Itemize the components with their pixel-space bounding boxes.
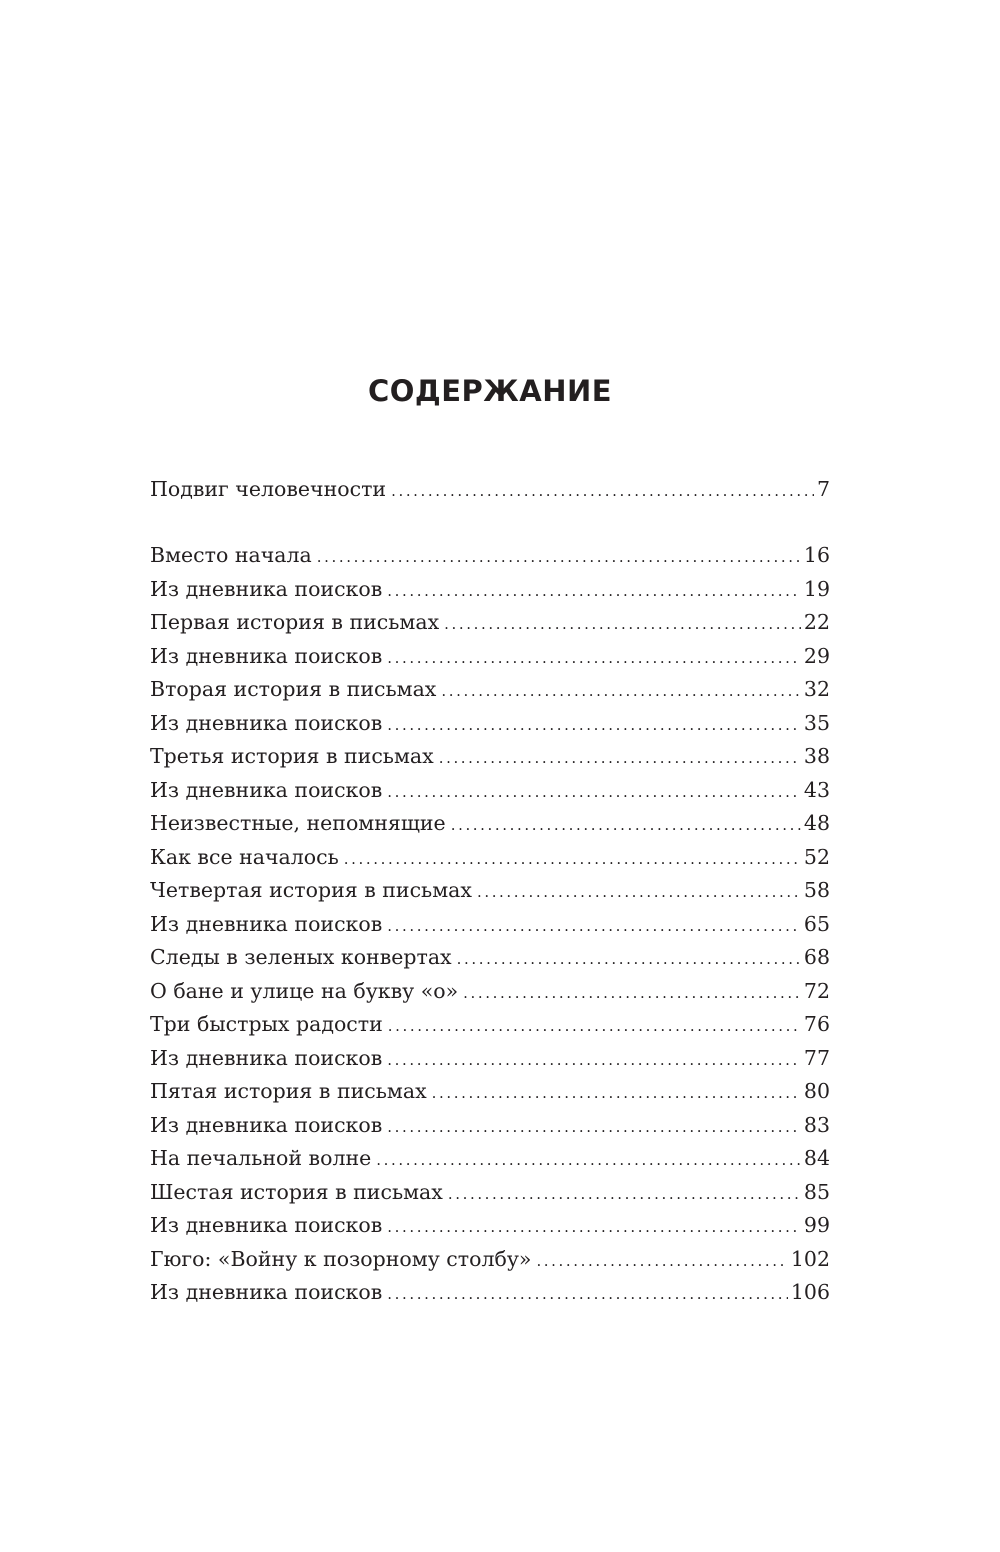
toc-entry-label: Из дневника поисков — [150, 1280, 383, 1304]
dot-leader — [387, 1111, 801, 1145]
dot-leader — [439, 742, 801, 776]
toc-entry-label: Четвертая история в письмах — [150, 878, 472, 902]
toc-entry — [150, 473, 830, 507]
toc-entry-label: Вторая история в письмах — [150, 677, 437, 701]
toc-entry — [150, 1142, 830, 1176]
dot-leader — [376, 1144, 801, 1178]
dot-leader — [432, 1077, 801, 1111]
toc-entry-page-number: 85 — [803, 1179, 830, 1204]
toc-entry-page-number: 48 — [803, 811, 830, 835]
toc-entry — [150, 606, 830, 640]
toc-entry-label: Из дневника поисков — [150, 911, 383, 936]
toc-entry — [150, 841, 830, 875]
toc-entry-page-number: 22 — [803, 610, 830, 634]
toc-entry-page-number: 76 — [803, 1012, 830, 1036]
toc-entry-label: Вместо начала — [150, 543, 312, 567]
toc-entry-label: Следы в зеленых конвертах — [150, 945, 452, 969]
toc-entry-label: Шестая история в письмах — [150, 1179, 443, 1204]
toc-entry-label: Из дневника поисков — [150, 777, 383, 802]
toc-entry — [150, 1243, 830, 1277]
toc-entry-page-number: 38 — [803, 744, 830, 768]
toc-entry — [150, 908, 830, 942]
toc-entry-page-number: 58 — [803, 878, 830, 902]
toc-entry — [150, 874, 830, 908]
toc-entry — [150, 539, 830, 573]
toc-entry-label: Подвиг человечности — [150, 477, 387, 501]
dot-leader — [344, 843, 801, 877]
toc-entry-page-number: 68 — [803, 945, 830, 969]
dot-leader — [387, 642, 801, 676]
dot-leader — [457, 943, 801, 977]
toc-entry-page-number: 84 — [803, 1146, 830, 1170]
toc-entry-page-number: 83 — [803, 1112, 830, 1137]
toc-entry-label: Первая история в письмах — [150, 610, 440, 634]
dot-leader — [387, 776, 801, 810]
toc-entry-page-number: 29 — [803, 643, 830, 668]
toc-entry-page-number: 72 — [803, 978, 830, 1003]
toc-entry — [150, 1176, 830, 1210]
toc-entry-label: На печальной волне — [150, 1146, 372, 1170]
dot-leader — [387, 910, 801, 944]
toc-entry-label: Из дневника поисков — [150, 1112, 383, 1137]
toc-entry-page-number: 80 — [803, 1079, 830, 1103]
toc-entry — [150, 573, 830, 607]
toc-entry — [150, 807, 830, 841]
dot-leader — [388, 1010, 801, 1044]
toc-entry — [150, 1042, 830, 1076]
dot-leader — [444, 608, 801, 642]
dot-leader — [387, 709, 801, 743]
dot-leader — [536, 1245, 787, 1279]
toc-entry — [150, 941, 830, 975]
toc-entry — [150, 975, 830, 1009]
dot-leader — [463, 977, 801, 1011]
toc-entry — [150, 640, 830, 674]
toc-entry-label: О бане и улице на букву «о» — [150, 978, 459, 1003]
toc-entry-label: Пятая история в письмах — [150, 1079, 427, 1103]
toc-entry-label: Из дневника поисков — [150, 1213, 383, 1237]
toc-entry — [150, 1109, 830, 1143]
dot-leader — [387, 1211, 801, 1245]
dot-leader — [477, 876, 801, 910]
dot-leader — [451, 809, 801, 843]
toc-entry-page-number: 102 — [790, 1246, 830, 1271]
toc-entry — [150, 1008, 830, 1042]
toc-entry-page-number: 106 — [790, 1280, 830, 1304]
dot-leader — [387, 575, 801, 609]
toc-entry — [150, 673, 830, 707]
toc-entry-page-number: 19 — [803, 576, 830, 601]
toc-entry-label: Гюго: «Войну к позорному столбу» — [150, 1246, 532, 1271]
dot-leader — [441, 675, 801, 709]
page-title: СОДЕРЖАНИЕ — [367, 374, 613, 408]
toc-entry-page-number: 16 — [803, 543, 830, 567]
toc-entry-page-number: 35 — [803, 710, 830, 735]
toc-entry-page-number: 7 — [816, 477, 830, 501]
toc-entry-page-number: 32 — [803, 677, 830, 701]
toc-entry — [150, 774, 830, 808]
toc-entry-label: Из дневника поисков — [150, 576, 383, 601]
toc-entry-label: Неизвестные, непомнящие — [150, 811, 446, 835]
toc-entry-label: Третья история в письмах — [150, 744, 434, 768]
toc-entry-page-number: 52 — [803, 844, 830, 869]
toc-entry-page-number: 65 — [803, 911, 830, 936]
dot-leader — [387, 1044, 801, 1078]
dot-leader — [317, 541, 801, 575]
toc-entry — [150, 1209, 830, 1243]
toc-entry-page-number: 77 — [803, 1045, 830, 1070]
toc-entry-label: Из дневника поисков — [150, 710, 383, 735]
toc-entry-label: Из дневника поисков — [150, 643, 383, 668]
toc-entry-label: Как все началось — [150, 844, 339, 869]
toc-entry-label: Из дневника поисков — [150, 1045, 383, 1070]
toc-entry — [150, 740, 830, 774]
toc-entry — [150, 707, 830, 741]
toc-entry-page-number: 99 — [803, 1213, 830, 1237]
dot-leader — [391, 475, 814, 509]
toc-entry — [150, 1276, 830, 1310]
dot-leader — [387, 1278, 788, 1312]
toc-list — [150, 539, 830, 1310]
toc-entry-page-number: 43 — [803, 777, 830, 802]
dot-leader — [448, 1178, 801, 1212]
toc-entry — [150, 1075, 830, 1109]
toc-intro-list — [150, 473, 830, 507]
toc-entry-label: Три быстрых радости — [150, 1012, 383, 1036]
